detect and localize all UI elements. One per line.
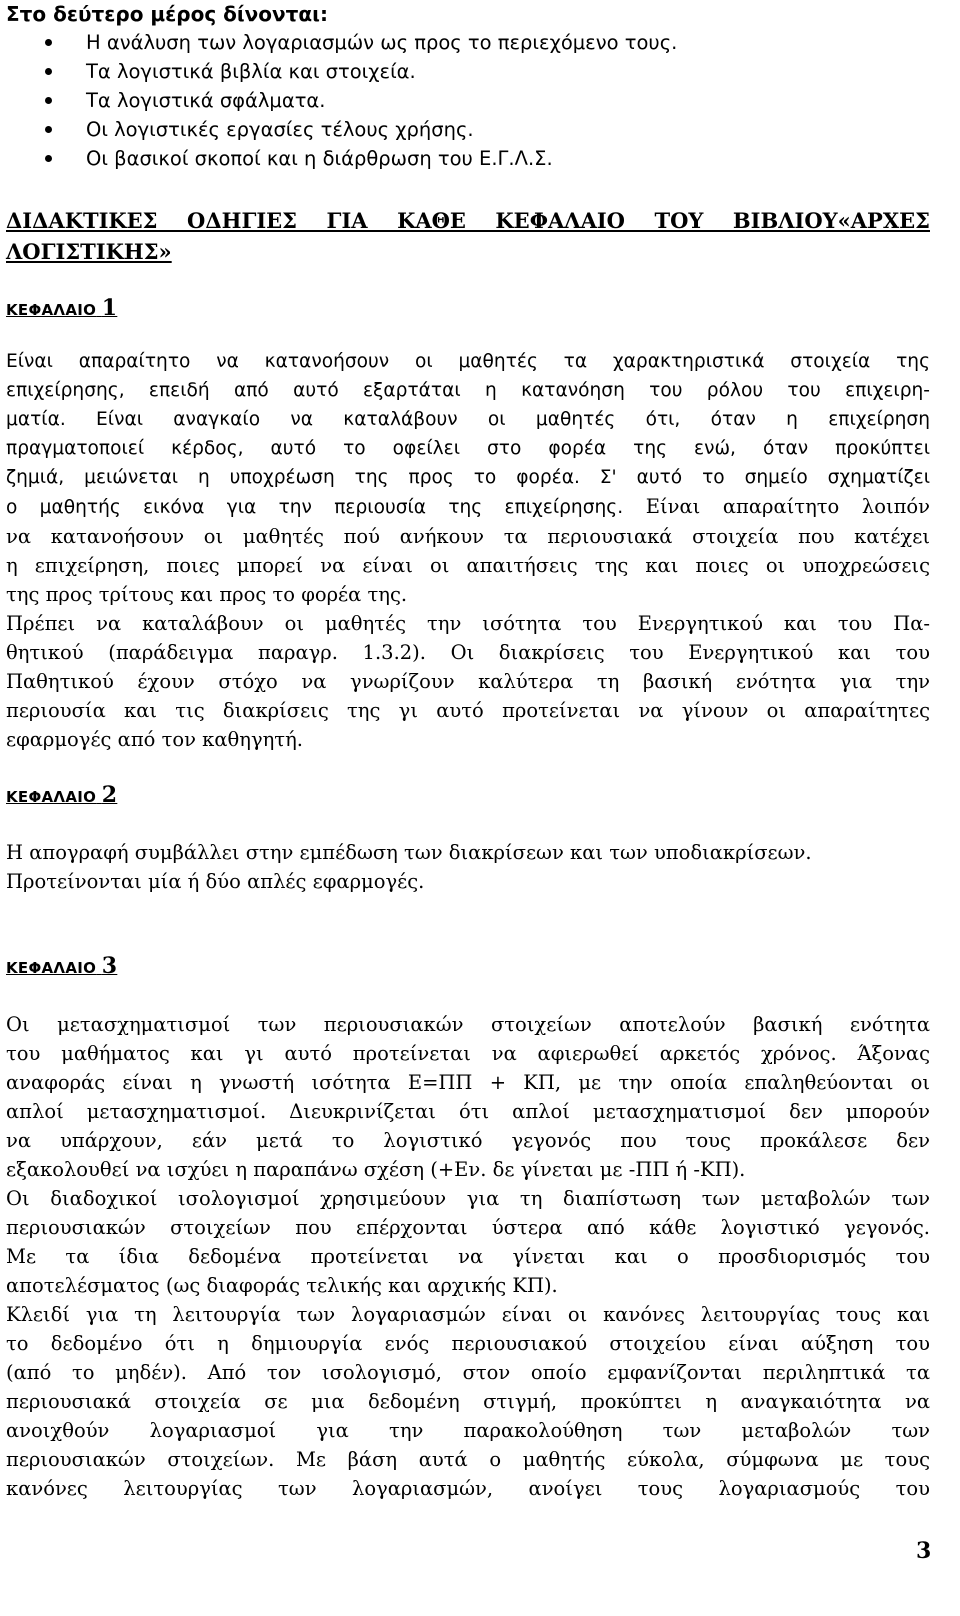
text-line: πραγματοποιεί κέρδος, αυτό το οφείλει στο φορέα της ενώ, όταν προκύπτει [6, 438, 930, 459]
bullet-icon [45, 97, 52, 104]
page-number: 3 [916, 1538, 932, 1564]
text-line [6, 492, 930, 522]
chapter-1-heading [6, 295, 117, 321]
list-item-text: Οι λογιστικές εργασίες τέλους χρήσης. [86, 118, 474, 141]
chapter-1-text [6, 347, 930, 492]
main-heading [6, 205, 930, 267]
text-line: Κλειδί για τη λειτουργία των λογαριασμών είναι οι κανόνες λειτουργίας τους και [6, 1303, 930, 1326]
text-line: Οι διαδοχικοί ισολογισμοί χρησιμεύουν για τη διαπίστωση των μεταβολών των [6, 1187, 930, 1210]
intro-heading: Στο δεύτερο μέρος δίνονται: [6, 2, 328, 26]
text-line: να υπάρχουν, εάν μετά το λογιστικό γεγονός που τους προκάλεσε δεν [6, 1129, 930, 1152]
text-line: Με τα ίδια δεδομένα προτείνεται να γίνεται και ο προσδιορισμός του [6, 1245, 930, 1268]
bullet-icon [45, 68, 52, 75]
chapter-number: 1 [101, 295, 118, 321]
text-line: της προς τρίτους και προς το φορέα της. [6, 583, 408, 606]
text-line: ανοιχθούν λογαριασμοί για την παρακολούθηση των μεταβολών των [6, 1419, 930, 1442]
chapter-3-heading [6, 953, 117, 979]
text-line: η επιχείρηση, ποιες μπορεί να είναι οι απαιτήσεις της και ποιες οι υποχρεώσεις [6, 554, 930, 577]
chapter-1-text-cont [6, 492, 930, 754]
text-line: (από το μηδέν). Από τον ισολογισμό, στον οποίο εμφανίζονται περιληπτικά τα [6, 1361, 930, 1384]
text-line: περιουσιακών στοιχείων που επέρχονται ύστερα από κάθε λογιστικό γεγονός. [6, 1216, 930, 1239]
intro-bullet-list [6, 28, 677, 173]
chapter-number: 3 [101, 953, 118, 979]
list-item-text: Τα λογιστικά βιβλία και στοιχεία. [86, 60, 416, 83]
text-line: του μαθήματος και γι αυτό προτείνεται να αφιερωθεί αρκετός χρόνος. Άξονας [6, 1042, 930, 1065]
text-line: θητικού (παράδειγμα παραγρ. 1.3.2). Οι διακρίσεις του Ενεργητικού και του [6, 641, 930, 664]
chapter-label: ΚΕΦΑΛΑΙΟ [6, 788, 97, 806]
text-line: Είναι απαραίτητο να κατανοήσουν οι μαθητές τα χαρακτηριστικά στοιχεία της [6, 351, 930, 372]
text-line: επιχείρησης, επειδή από αυτό εξαρτάται η κατανόηση του ρόλου του επιχειρη- [6, 380, 930, 401]
bullet-icon [45, 39, 52, 46]
text-line: ζημιά, μειώνεται η υποχρέωση της προς το φορέα. Σ' αυτό το σημείο σχηματίζει [6, 467, 930, 488]
bullet-icon [45, 126, 52, 133]
text-line-part: ο μαθητής εικόνα για την περιουσία της επιχείρησης. [6, 497, 624, 518]
chapter-2-text [6, 838, 930, 896]
bullet-icon [45, 155, 52, 162]
main-heading-line2: ΛΟΓΙΣΤΙΚΗΣ» [6, 239, 172, 264]
text-line: εξακολουθεί να ισχύει η παραπάνω σχέση (+Εν. δε γίνεται με -ΠΠ ή -ΚΠ). [6, 1158, 746, 1181]
list-item [6, 57, 677, 86]
list-item-text: Η ανάλυση των λογαριασμών ως προς το περιεχόμενο τους. [86, 31, 678, 54]
text-line: Προτείνονται μία ή δύο απλές εφαρμογές. [6, 870, 425, 893]
chapter-label: ΚΕΦΑΛΑΙΟ [6, 959, 97, 977]
text-line: κανόνες λειτουργίας των λογαριασμών, ανοίγει τους λογαριασμούς του [6, 1477, 930, 1500]
list-item [6, 28, 677, 57]
text-line-part: Είναι απαραίτητο λοιπόν [645, 495, 931, 518]
text-line: Οι μετασχηματισμοί των περιουσιακών στοιχείων αποτελούν βασική ενότητα [6, 1013, 930, 1036]
text-line: ματία. Είναι αναγκαίο να καταλάβουν οι μαθητές ότι, όταν η επιχείρηση [6, 409, 930, 430]
list-item [6, 115, 677, 144]
text-line: Παθητικού έχουν στόχο να γνωρίζουν καλύτερα τη βασική ενότητα για την [6, 670, 930, 693]
chapter-label: ΚΕΦΑΛΑΙΟ [6, 301, 97, 319]
text-line: να κατανοήσουν οι μαθητές πού ανήκουν τα περιουσιακά στοιχεία που κατέχει [6, 525, 930, 548]
text-line: απλοί μετασχηματισμοί. Διευκρινίζεται ότι απλοί μετασχηματισμοί δεν μπορούν [6, 1100, 930, 1123]
text-line: περιουσιακά στοιχεία σε μια δεδομένη στιγμή, προκύπτει η αναγκαιότητα να [6, 1390, 930, 1413]
text-line: περιουσία και τις διακρίσεις της γι αυτό προτείνεται να γίνουν οι απαραίτητες [6, 699, 930, 722]
list-item [6, 86, 677, 115]
list-item [6, 144, 677, 173]
text-line: Πρέπει να καταλάβουν οι μαθητές την ισότητα του Ενεργητικού και του Πα- [6, 612, 930, 635]
text-line: το δεδομένο ότι η δημιουργία ενός περιουσιακού στοιχείου είναι αύξηση του [6, 1332, 930, 1355]
text-line: αναφοράς είναι η γνωστή ισότητα Ε=ΠΠ + ΚΠ, με την οποία επαληθεύονται οι [6, 1071, 930, 1094]
chapter-2-heading [6, 782, 117, 808]
main-heading-line1: ΔΙΔΑΚΤΙΚΕΣ ΟΔΗΓΙΕΣ ΓΙΑ ΚΑΘΕ ΚΕΦΑΛΑΙΟ ΤΟΥ ΒΙΒΛΙΟΥ«ΑΡΧΕΣ [6, 208, 930, 233]
list-item-text: Τα λογιστικά σφάλματα. [86, 89, 326, 112]
text-line: εφαρμογές από τον καθηγητή. [6, 728, 303, 751]
list-item-text: Οι βασικοί σκοποί και η διάρθρωση του Ε.Γ.Λ.Σ. [86, 147, 553, 170]
text-line: Η απογραφή συμβάλλει στην εμπέδωση των διακρίσεων και των υποδιακρίσεων. [6, 841, 812, 864]
text-line: αποτελέσματος (ως διαφοράς τελικής και αρχικής ΚΠ). [6, 1274, 558, 1297]
chapter-number: 2 [101, 782, 118, 808]
text-line: περιουσιακών στοιχείων. Με βάση αυτά ο μαθητής εύκολα, σύμφωνα με τους [6, 1448, 930, 1471]
chapter-3-text [6, 1010, 930, 1503]
